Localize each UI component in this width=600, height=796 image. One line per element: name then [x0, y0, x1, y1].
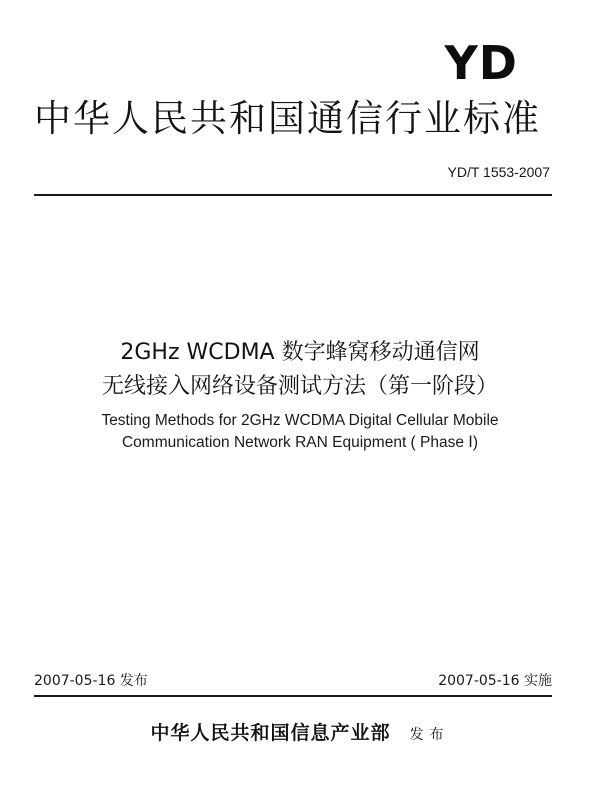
standard-category-title: 中华人民共和国通信行业标准 [34, 97, 541, 140]
publisher-name: 中华人民共和国信息产业部 [150, 722, 391, 744]
title-en-line-1: Testing Methods for 2GHz WCDMA Digital Cellular Mobile [101, 412, 499, 429]
title-cn-line-2: 无线接入网络设备测试方法（第一阶段） [101, 374, 498, 399]
document-title-english [0, 410, 600, 454]
standard-number: YD/T 1553-2007 [447, 164, 550, 180]
issue-date: 2007-05-16 发布 [34, 673, 148, 689]
implementation-date: 2007-05-16 实施 [438, 673, 552, 689]
title-en-line-2: Communication Network RAN Equipment ( Phase Ⅰ) [121, 434, 479, 451]
publisher-line [0, 718, 600, 745]
title-cn-line-1: 2GHz WCDMA 数字蜂窝移动通信网 [120, 340, 480, 365]
bottom-divider [34, 695, 552, 697]
yd-logo: YD [444, 36, 518, 90]
publish-action: 发布 [409, 727, 450, 743]
top-divider [34, 194, 552, 196]
document-title-chinese [0, 336, 600, 404]
